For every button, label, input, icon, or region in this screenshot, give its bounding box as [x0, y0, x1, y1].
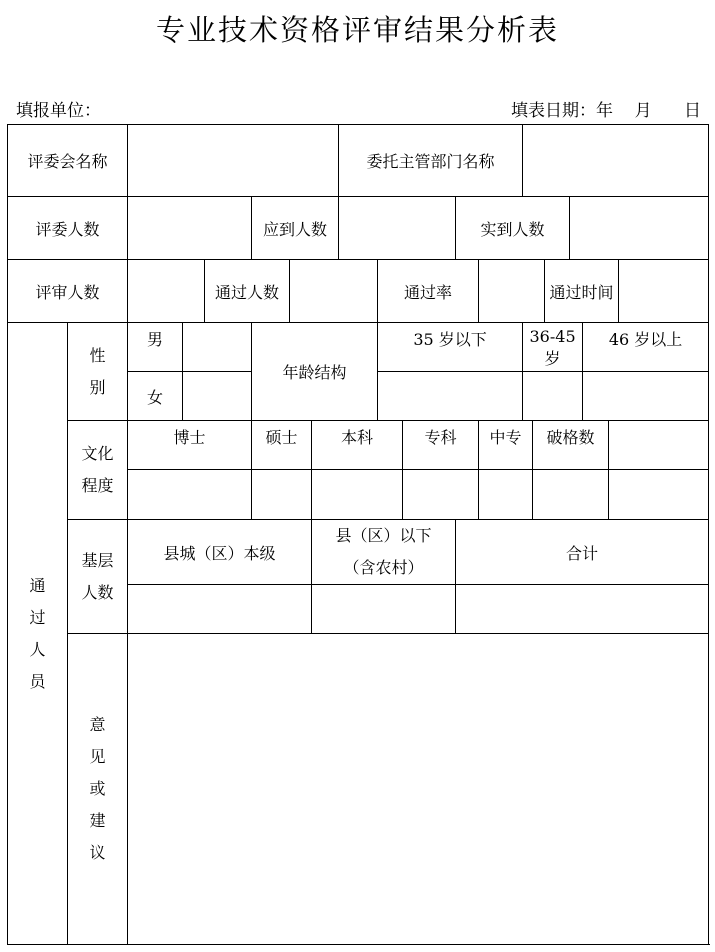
education-bachelor-field[interactable]	[312, 470, 403, 520]
pass-time-label: 通过时间	[545, 260, 619, 323]
education-phd-field[interactable]	[128, 470, 252, 520]
education-secondary-field[interactable]	[479, 470, 533, 520]
review-result-table	[7, 124, 709, 945]
reviewed-count-field[interactable]	[128, 260, 205, 323]
education-phd-label: 博士	[128, 421, 252, 470]
education-master-label: 硕士	[252, 421, 312, 470]
pass-rate-label: 通过率	[378, 260, 479, 323]
age-over46-label: 46 岁以上	[583, 323, 709, 372]
grassroots-total-label: 合计	[456, 520, 709, 585]
age-under35-field[interactable]	[378, 372, 523, 421]
committee-count-label: 评委人数	[8, 197, 128, 260]
entrusted-dept-field[interactable]	[523, 125, 709, 197]
education-label: 文化程度	[68, 421, 128, 520]
education-junior-college-label: 专科	[403, 421, 479, 470]
gender-label: 性别	[68, 323, 128, 421]
pass-time-field[interactable]	[619, 260, 709, 323]
age-over46-field[interactable]	[583, 372, 709, 421]
grassroots-total-field[interactable]	[456, 585, 709, 634]
education-master-field[interactable]	[252, 470, 312, 520]
education-junior-college-field[interactable]	[403, 470, 479, 520]
below-county-field[interactable]	[312, 585, 456, 634]
committee-count-field[interactable]	[128, 197, 252, 260]
reviewed-count-label: 评审人数	[8, 260, 128, 323]
below-county-label: 县（区）以下（含农村）	[312, 520, 456, 585]
page-title: 专业技术资格评审结果分析表	[155, 13, 559, 47]
committee-name-label: 评委会名称	[8, 125, 128, 197]
education-exceptional-field[interactable]	[533, 470, 609, 520]
age-36-45-field[interactable]	[523, 372, 583, 421]
education-extra-header-field[interactable]	[609, 421, 709, 470]
education-secondary-label: 中专	[479, 421, 533, 470]
opinion-label: 意见或建议	[68, 634, 128, 945]
entrusted-dept-label: 委托主管部门名称	[339, 125, 523, 197]
gender-female-label: 女	[128, 372, 183, 421]
age-structure-label: 年龄结构	[252, 323, 378, 421]
passed-count-field[interactable]	[290, 260, 378, 323]
gender-male-label: 男	[128, 323, 183, 372]
age-36-45-label: 36-45 岁	[523, 323, 583, 372]
expected-count-label: 应到人数	[252, 197, 339, 260]
education-extra-field[interactable]	[609, 470, 709, 520]
committee-name-field[interactable]	[128, 125, 339, 197]
fill-unit-label: 填报单位：	[16, 101, 101, 121]
grassroots-label: 基层人数	[68, 520, 128, 634]
gender-female-field[interactable]	[183, 372, 252, 421]
county-level-field[interactable]	[128, 585, 312, 634]
age-under35-label: 35 岁以下	[378, 323, 523, 372]
education-bachelor-label: 本科	[312, 421, 403, 470]
actual-count-label: 实到人数	[456, 197, 570, 260]
passed-personnel-label: 通过人员	[8, 323, 68, 945]
education-exceptional-label: 破格数	[533, 421, 609, 470]
expected-count-field[interactable]	[339, 197, 456, 260]
passed-count-label: 通过人数	[205, 260, 290, 323]
fill-date-label: 填表日期：年 月 日	[510, 101, 701, 121]
pass-rate-field[interactable]	[479, 260, 545, 323]
county-level-label: 县城（区）本级	[128, 520, 312, 585]
opinion-field[interactable]	[128, 634, 709, 945]
gender-male-field[interactable]	[183, 323, 252, 372]
actual-count-field[interactable]	[570, 197, 709, 260]
